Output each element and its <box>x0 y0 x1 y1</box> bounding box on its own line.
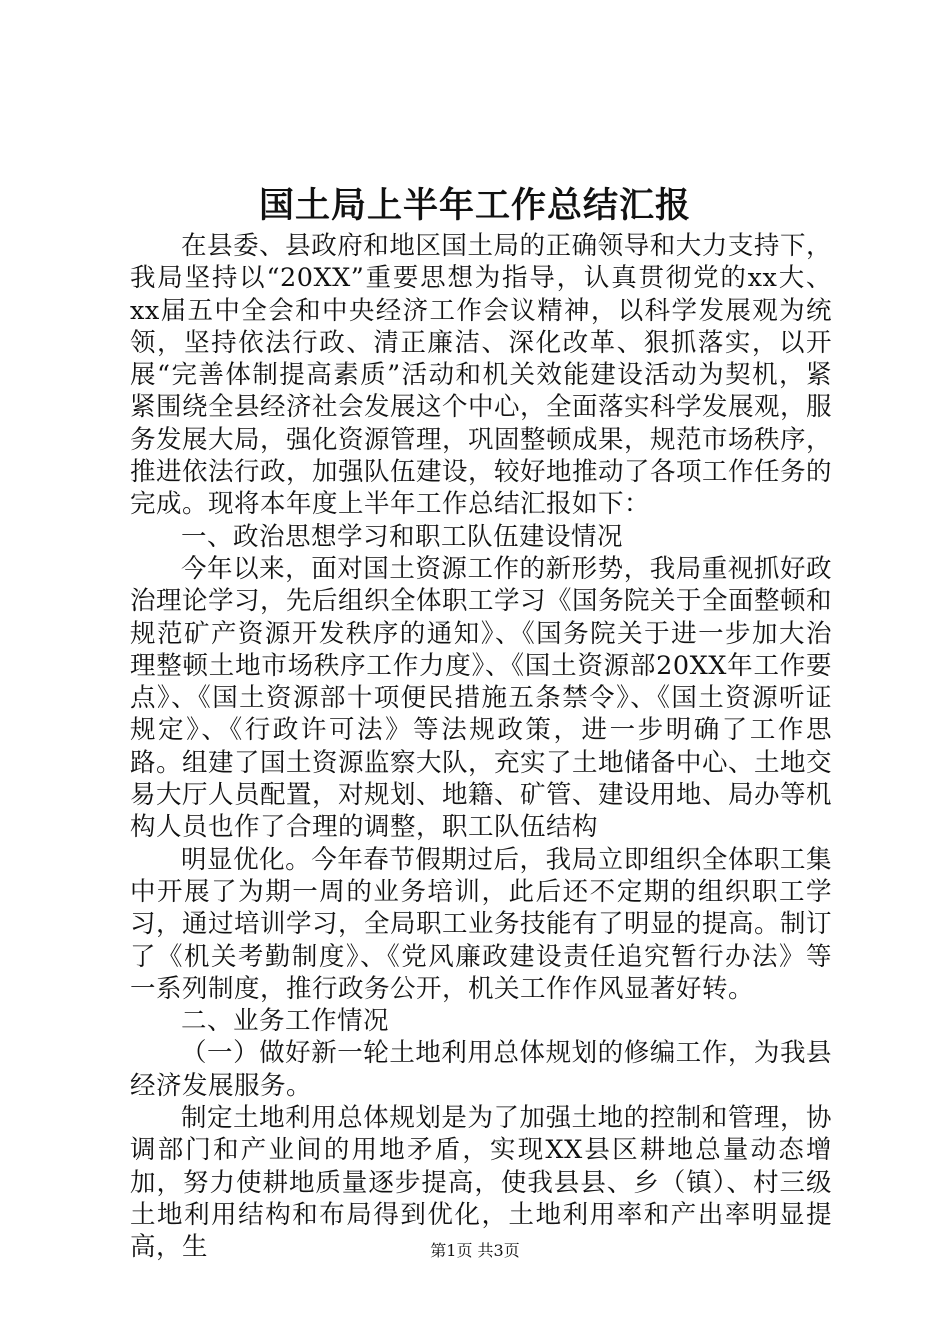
section-heading-1: 一、政治思想学习和职工队伍建设情况 <box>181 521 624 552</box>
document-body <box>130 230 832 1264</box>
section-heading-2: 二、业务工作情况 <box>181 1006 390 1037</box>
page-footer: 第1页 共3页 <box>430 1241 520 1260</box>
paragraph-study: 今年以来，面对国土资源工作的新形势，我局重视抓好政治理论学习，先后组织全体职工学习《国务院关于全面整顿和规范矿产资源开发秩序的通知》、《国务院关于进一步加大治理整顿土地市场秩序工作力度》、《国土资源部20XX年工作要点》、《国土资源部十项便民措施五条禁令》、《国土资源听证规定》、《行政许可法》等法规政策，进一步明确了工作思路。组建了国土资源监察大队，充实了土地储备中心、土地交易大厅人员配置，对规划、地籍、矿管、建设用地、局办等机构人员也作了合理的调整，职工队伍结构 <box>130 553 833 843</box>
document-title: 国土局上半年工作总结汇报 <box>258 185 691 226</box>
paragraph-planning: 制定土地利用总体规划是为了加强土地的控制和管理，协调部门和产业间的用地矛盾，实现XX县区耕地总量动态增加，努力使耕地质量逐步提高，使我县县、乡（镇）、村三级土地利用结构和布局得到优化，土地利用率和产出率明显提高，生 <box>130 1103 832 1263</box>
paragraph-intro: 在县委、县政府和地区国土局的正确领导和大力支持下，我局坚持以“20XX”重要思想为指导，认真贯彻党的xx大、xx届五中全会和中央经济工作会议精神，以科学发展观为统领，坚持依法行政、清正廉洁、深化改革、狠抓落实，以开展“完善体制提高素质”活动和机关效能建设活动为契机，紧紧围绕全县经济社会发展这个中心，全面落实科学发展观，服务发展大局，强化资源管理，巩固整顿成果，规范市场秩序，推进依法行政，加强队伍建设，较好地推动了各项工作任务的完成。现将本年度上半年工作总结汇报如下： <box>130 231 833 520</box>
subsection-heading-1: （一）做好新一轮土地利用总体规划的修编工作，为我县经济发展服务。 <box>130 1038 832 1101</box>
paragraph-training: 明显优化。今年春节假期过后，我局立即组织全体职工集中开展了为期一周的业务培训，此后还不定期的组织职工学习，通过培训学习，全局职工业务技能有了明显的提高。制订了《机关考勤制度》、《党风廉政建设责任追究暂行办法》等一系列制度，推行政务公开，机关工作作风显著好转。 <box>130 844 833 1004</box>
